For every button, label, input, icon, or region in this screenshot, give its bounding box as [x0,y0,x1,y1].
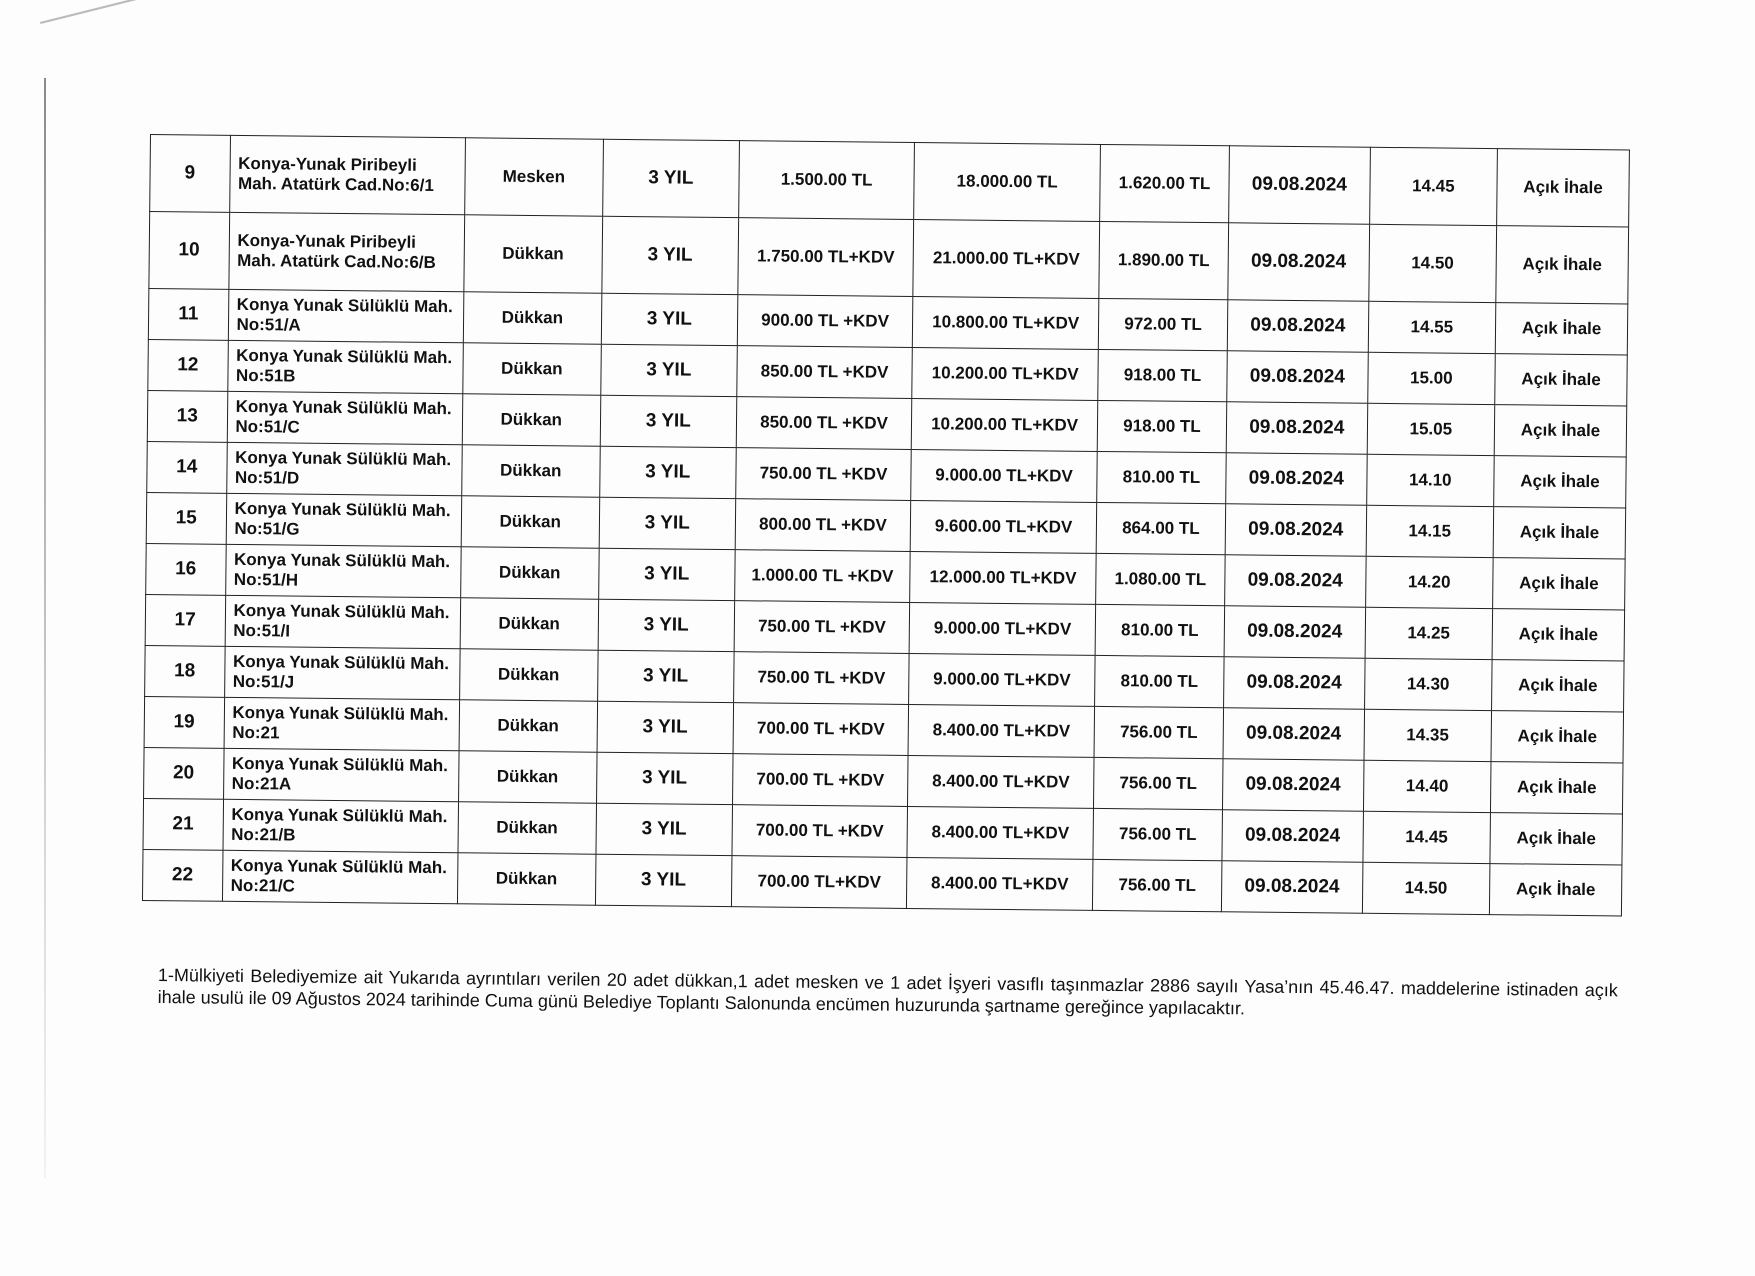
row-type: Dükkan [463,292,602,344]
row-time: 14.20 [1365,556,1493,608]
row-time: 14.30 [1364,658,1492,710]
row-number: 11 [148,288,228,340]
row-monthly-rent: 700.00 TL +KDV [732,805,908,858]
row-method: Açık İhale [1494,405,1626,457]
row-monthly-rent: 750.00 TL +KDV [733,652,909,705]
row-address: Konya Yunak Sülüklü Mah. No:51/J [224,646,460,699]
row-address: Konya Yunak Sülüklü Mah. No:51/A [228,289,464,342]
row-monthly-rent: 850.00 TL +KDV [736,346,912,399]
row-deposit: 756.00 TL [1094,706,1224,758]
row-yearly-rent: 10.200.00 TL+KDV [912,347,1098,400]
row-method: Açık İhale [1494,456,1626,508]
row-method: Açık İhale [1492,660,1624,712]
row-address: Konya Yunak Sülüklü Mah. No:21 [224,697,460,750]
row-yearly-rent: 8.400.00 TL+KDV [907,857,1093,910]
row-address: Konya Yunak Sülüklü Mah. No:51/C [227,391,463,444]
row-time: 14.50 [1368,224,1496,302]
row-number: 19 [144,696,224,748]
row-number: 15 [146,492,226,544]
row-term: 3 YIL [597,650,733,702]
tender-table [142,134,1630,916]
row-type: Dükkan [464,215,603,293]
row-date: 09.08.2024 [1227,300,1368,352]
scan-corner-shadow [40,0,249,82]
row-yearly-rent: 8.400.00 TL+KDV [908,704,1094,757]
scan-edge-shadow [44,78,46,1178]
row-deposit: 864.00 TL [1096,502,1226,554]
row-yearly-rent: 18.000.00 TL [914,143,1100,222]
row-date: 09.08.2024 [1223,759,1364,811]
row-term: 3 YIL [601,293,737,345]
row-monthly-rent: 700.00 TL +KDV [732,754,908,807]
row-method: Açık İhale [1491,762,1623,814]
row-number: 21 [143,798,223,850]
row-method: Açık İhale [1497,149,1630,227]
row-yearly-rent: 8.400.00 TL+KDV [907,806,1093,859]
row-date: 09.08.2024 [1226,453,1367,505]
row-yearly-rent: 10.800.00 TL+KDV [913,297,1099,350]
row-yearly-rent: 12.000.00 TL+KDV [910,551,1096,604]
row-type: Dükkan [460,598,599,650]
row-term: 3 YIL [596,803,732,855]
row-yearly-rent: 8.400.00 TL+KDV [908,755,1094,808]
row-term: 3 YIL [599,497,735,549]
row-address: Konya Yunak Sülüklü Mah. No:51/D [226,442,462,495]
row-date: 09.08.2024 [1229,146,1370,224]
row-number: 17 [145,594,225,646]
row-method: Açık İhale [1496,226,1629,304]
row-type: Dükkan [462,343,601,395]
row-time: 14.45 [1363,811,1491,863]
row-method: Açık İhale [1493,507,1625,559]
row-monthly-rent: 700.00 TL +KDV [733,703,909,756]
row-deposit: 756.00 TL [1093,757,1223,809]
row-time: 14.25 [1365,607,1493,659]
row-deposit: 810.00 TL [1095,604,1225,656]
row-yearly-rent: 9.600.00 TL+KDV [911,500,1097,553]
row-date: 09.08.2024 [1226,402,1367,454]
row-type: Dükkan [459,700,598,752]
row-time: 15.05 [1367,403,1495,455]
tender-note: 1-Mülkiyeti Belediyemize ait Yukarıda ayrıntıları verilen 20 adet dükkan,1 adet mesken ve 1 adet İşyeri vasıflı taşınmazlar 2886 sayılı Yasa’nın 45.46.47. maddelerine istinaden açık ihale usulü ile 09 Ağustos 2024 tarihinde Cuma günü Belediye Toplantı Salonunda encümen huzurunda şartname gereğince yapılacaktır. [157,964,1618,1019]
row-date: 09.08.2024 [1224,657,1365,709]
row-deposit: 918.00 TL [1097,400,1227,452]
row-deposit: 1.080.00 TL [1096,553,1226,605]
row-yearly-rent: 10.200.00 TL+KDV [912,398,1098,451]
row-time: 14.40 [1363,760,1491,812]
row-monthly-rent: 700.00 TL+KDV [731,856,907,909]
row-monthly-rent: 850.00 TL +KDV [736,397,912,450]
row-term: 3 YIL [596,752,732,804]
row-monthly-rent: 1.750.00 TL+KDV [738,218,914,297]
row-type: Dükkan [458,802,597,854]
row-method: Açık İhale [1490,813,1622,865]
row-address: Konya Yunak Sülüklü Mah. No:21A [223,748,459,801]
row-term: 3 YIL [602,216,739,294]
row-date: 09.08.2024 [1227,351,1368,403]
row-number: 18 [145,645,225,697]
row-deposit: 972.00 TL [1098,298,1228,350]
row-type: Dükkan [461,496,600,548]
row-term: 3 YIL [598,599,734,651]
row-type: Dükkan [462,394,601,446]
row-address: Konya-Yunak Piribeyli Mah. Atatürk Cad.No:6/B [228,212,464,291]
row-number: 16 [146,543,226,595]
row-yearly-rent: 21.000.00 TL+KDV [913,220,1099,299]
row-time: 14.10 [1366,454,1494,506]
row-address: Konya Yunak Sülüklü Mah. No:21/B [223,799,459,852]
row-date: 09.08.2024 [1221,861,1362,913]
row-deposit: 756.00 TL [1092,859,1222,911]
row-time: 14.35 [1364,709,1492,761]
row-time: 14.15 [1366,505,1494,557]
row-yearly-rent: 9.000.00 TL+KDV [909,602,1095,655]
row-time: 14.55 [1368,301,1496,353]
row-method: Açık İhale [1493,558,1625,610]
row-method: Açık İhale [1489,864,1621,916]
row-address: Konya Yunak Sülüklü Mah. No:51B [227,340,463,393]
row-address: Konya Yunak Sülüklü Mah. No:51/I [225,595,461,648]
row-deposit: 756.00 TL [1093,808,1223,860]
row-type: Dükkan [459,649,598,701]
row-type: Mesken [464,138,603,216]
row-number: 9 [150,135,230,213]
row-address: Konya-Yunak Piribeyli Mah. Atatürk Cad.No:6/1 [229,135,465,214]
row-term: 3 YIL [600,446,736,498]
row-term: 3 YIL [603,139,740,217]
row-monthly-rent: 1.500.00 TL [738,141,914,220]
row-type: Dükkan [461,445,600,497]
row-monthly-rent: 750.00 TL +KDV [734,601,910,654]
row-method: Açık İhale [1495,303,1627,355]
row-deposit: 1.620.00 TL [1100,144,1230,222]
row-monthly-rent: 800.00 TL +KDV [735,499,911,552]
row-date: 09.08.2024 [1222,810,1363,862]
row-date: 09.08.2024 [1224,606,1365,658]
row-number: 10 [149,212,229,290]
row-method: Açık İhale [1492,609,1624,661]
row-date: 09.08.2024 [1228,223,1369,301]
row-term: 3 YIL [599,548,735,600]
row-time: 14.50 [1362,862,1490,914]
row-number: 14 [147,441,227,493]
row-type: Dükkan [458,751,597,803]
row-date: 09.08.2024 [1225,555,1366,607]
row-deposit: 1.890.00 TL [1099,221,1229,299]
row-address: Konya Yunak Sülüklü Mah. No:51/G [226,493,462,546]
row-monthly-rent: 750.00 TL +KDV [735,448,911,501]
row-term: 3 YIL [595,854,731,906]
row-type: Dükkan [460,547,599,599]
row-number: 13 [147,390,227,442]
row-monthly-rent: 1.000.00 TL +KDV [734,550,910,603]
row-date: 09.08.2024 [1223,708,1364,760]
tender-table-body [142,135,1629,916]
row-address: Konya Yunak Sülüklü Mah. No:21/C [222,850,458,903]
row-time: 14.45 [1369,147,1497,225]
row-address: Konya Yunak Sülüklü Mah. No:51/H [225,544,461,597]
row-yearly-rent: 9.000.00 TL+KDV [909,653,1095,706]
row-number: 12 [148,339,228,391]
row-time: 15.00 [1367,352,1495,404]
row-method: Açık İhale [1491,711,1623,763]
row-term: 3 YIL [600,395,736,447]
row-monthly-rent: 900.00 TL +KDV [737,295,913,348]
row-term: 3 YIL [601,344,737,396]
row-method: Açık İhale [1495,354,1627,406]
row-term: 3 YIL [597,701,733,753]
row-deposit: 918.00 TL [1098,349,1228,401]
row-deposit: 810.00 TL [1094,655,1224,707]
row-date: 09.08.2024 [1225,504,1366,556]
row-number: 20 [144,747,224,799]
row-yearly-rent: 9.000.00 TL+KDV [911,449,1097,502]
row-type: Dükkan [457,853,596,905]
row-number: 22 [142,849,222,901]
row-deposit: 810.00 TL [1097,451,1227,503]
